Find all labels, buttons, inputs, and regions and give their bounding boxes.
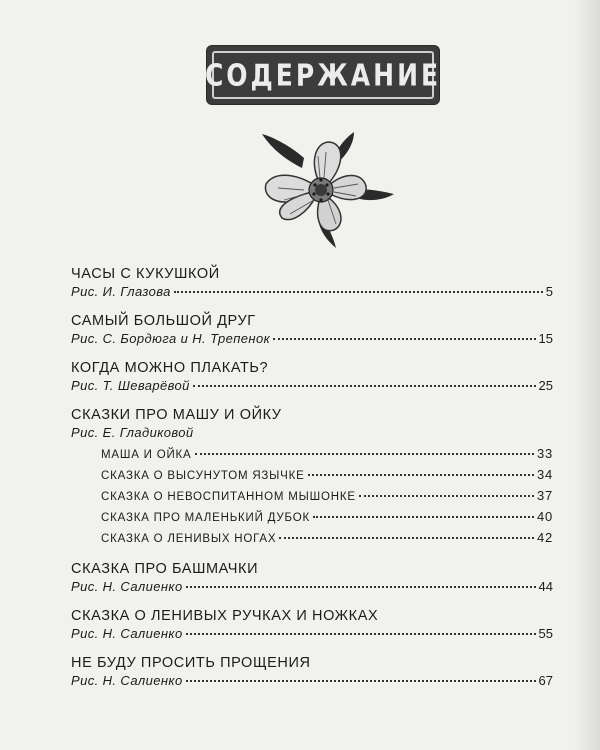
flower-icon — [244, 128, 396, 248]
toc-entry-credit: Рис. Т. Шеварёвой — [71, 378, 190, 393]
dot-leader — [174, 290, 543, 293]
toc-entry-credit: Рис. Н. Салиенко — [71, 673, 183, 688]
toc-entry-credit: Рис. Е. Гладиковой — [71, 425, 194, 440]
toc-entry-page: 5 — [545, 284, 553, 299]
toc-entry-group — [71, 407, 553, 548]
toc-entry-line — [71, 578, 553, 595]
dot-leader — [279, 536, 534, 539]
toc-entry-title: ЧАСЫ С КУКУШКОЙ — [71, 266, 220, 282]
toc-entry-line — [71, 330, 553, 347]
toc-entry — [71, 655, 553, 689]
toc-entry-title: САМЫЙ БОЛЬШОЙ ДРУГ — [71, 313, 256, 329]
toc-entry-page: 25 — [538, 378, 553, 393]
toc-entry-page: 55 — [538, 626, 553, 641]
toc-entry-title: СКАЗКА ПРО БАШМАЧКИ — [71, 561, 259, 577]
toc-subentry — [71, 485, 553, 506]
toc-subentry-title: СКАЗКА О НЕВОСПИТАННОМ МЫШОНКЕ — [101, 491, 356, 503]
dot-leader — [313, 515, 534, 518]
toc-entry — [71, 313, 553, 347]
toc-subentry-page: 40 — [536, 509, 553, 524]
toc-subentry-title: СКАЗКА О ЛЕНИВЫХ НОГАХ — [101, 533, 277, 545]
dot-leader — [273, 337, 535, 340]
toc-subentry-page: 33 — [536, 446, 553, 461]
toc-entry-page: 67 — [538, 673, 553, 688]
toc-entry — [71, 561, 553, 595]
dot-leader — [186, 585, 536, 588]
toc-entry-title: СКАЗКИ ПРО МАШУ И ОЙКУ — [71, 407, 282, 423]
toc-subentry-page: 42 — [536, 530, 553, 545]
toc-entry-page: 44 — [538, 579, 553, 594]
toc-subentry — [71, 527, 553, 548]
toc-entry-page: 15 — [538, 331, 553, 346]
petal-right — [328, 176, 366, 200]
dot-leader — [195, 452, 534, 455]
dot-leader — [186, 679, 536, 682]
toc-entry-credit: Рис. Н. Салиенко — [71, 579, 183, 594]
toc-entry — [71, 266, 553, 300]
contents-heading-frame — [204, 51, 442, 99]
toc-subentry-title: МАША И ОЙКА — [101, 449, 192, 461]
toc-subentry-page: 37 — [536, 488, 553, 503]
toc-subentry-list — [71, 443, 553, 548]
page-title: СОДЕРЖАНИЕ — [204, 57, 442, 93]
dot-leader — [359, 494, 534, 497]
leaf-top-left — [262, 134, 304, 168]
toc-subentry-title: СКАЗКА ПРО МАЛЕНЬКИЙ ДУБОК — [101, 512, 310, 524]
toc-subentry — [71, 443, 553, 464]
toc-entry-credit: Рис. Н. Салиенко — [71, 626, 183, 641]
toc-entry — [71, 608, 553, 642]
toc-entry-title: НЕ БУДУ ПРОСИТЬ ПРОЩЕНИЯ — [71, 655, 311, 671]
page-edge-shadow — [574, 0, 600, 750]
toc-entry-line — [71, 625, 553, 642]
toc-subentry-title: СКАЗКА О ВЫСУНУТОМ ЯЗЫЧКЕ — [101, 470, 305, 482]
dot-leader — [308, 473, 534, 476]
flower-core — [315, 184, 327, 196]
toc-entry-title: КОГДА МОЖНО ПЛАКАТЬ? — [71, 360, 269, 376]
table-of-contents — [71, 266, 553, 702]
dot-leader — [193, 384, 536, 387]
toc-entry-line — [71, 377, 553, 394]
toc-entry-line — [71, 672, 553, 689]
toc-entry — [71, 360, 553, 394]
toc-entry-line — [71, 283, 553, 300]
toc-entry-credit: Рис. С. Бордюга и Н. Трепенок — [71, 331, 271, 346]
contents-heading-plate — [204, 46, 442, 104]
toc-entry-credit: Рис. И. Глазова — [71, 284, 171, 299]
toc-subentry-page: 34 — [536, 467, 553, 482]
toc-subentry — [71, 506, 553, 527]
dot-leader — [186, 632, 536, 635]
toc-entry-title: СКАЗКА О ЛЕНИВЫХ РУЧКАХ И НОЖКАХ — [71, 608, 379, 624]
toc-subentry — [71, 464, 553, 485]
